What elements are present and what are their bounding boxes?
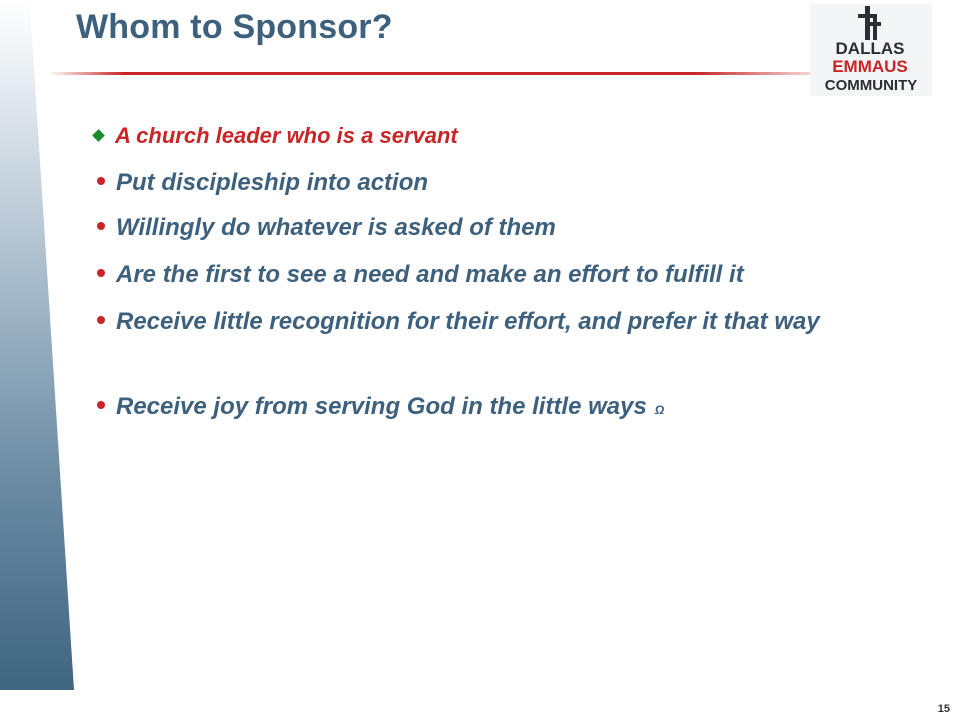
slide-title: Whom to Sponsor? <box>76 8 393 46</box>
dot-bullet-icon <box>97 269 105 277</box>
logo-text-community: COMMUNITY <box>824 77 918 94</box>
logo-text-emmaus: EMMAUS <box>832 57 908 76</box>
dot-bullet-icon <box>97 316 105 324</box>
end-mark: Ω <box>654 403 665 417</box>
dot-bullet-icon <box>97 177 105 185</box>
sub-bullet-text: Are the first to see a need and make an effort to fulfill it <box>116 261 744 288</box>
dot-bullet-icon <box>97 401 105 409</box>
dot-bullet-icon <box>97 222 105 230</box>
sub-bullet <box>97 258 927 292</box>
sub-bullet-text: Put discipleship into action <box>116 169 429 196</box>
logo-text-dallas: DALLAS <box>835 39 905 58</box>
sub-bullet-text: Willingly do whatever is asked of them <box>116 214 556 241</box>
sub-bullet <box>97 390 927 427</box>
sub-bullet-text <box>116 390 664 427</box>
main-bullet <box>94 122 458 150</box>
sub-bullet-last-text: Receive joy from serving God in the little ways <box>116 393 647 420</box>
sub-bullet <box>97 305 927 339</box>
sub-bullet <box>97 211 927 245</box>
main-bullet-text: A church leader who is a servant <box>115 123 458 148</box>
page-number: 15 <box>937 703 950 715</box>
sub-bullet <box>97 166 927 200</box>
sub-bullet-text: Receive little recognition for their effort, and prefer it that way <box>116 308 820 335</box>
diamond-bullet-icon <box>92 129 105 142</box>
